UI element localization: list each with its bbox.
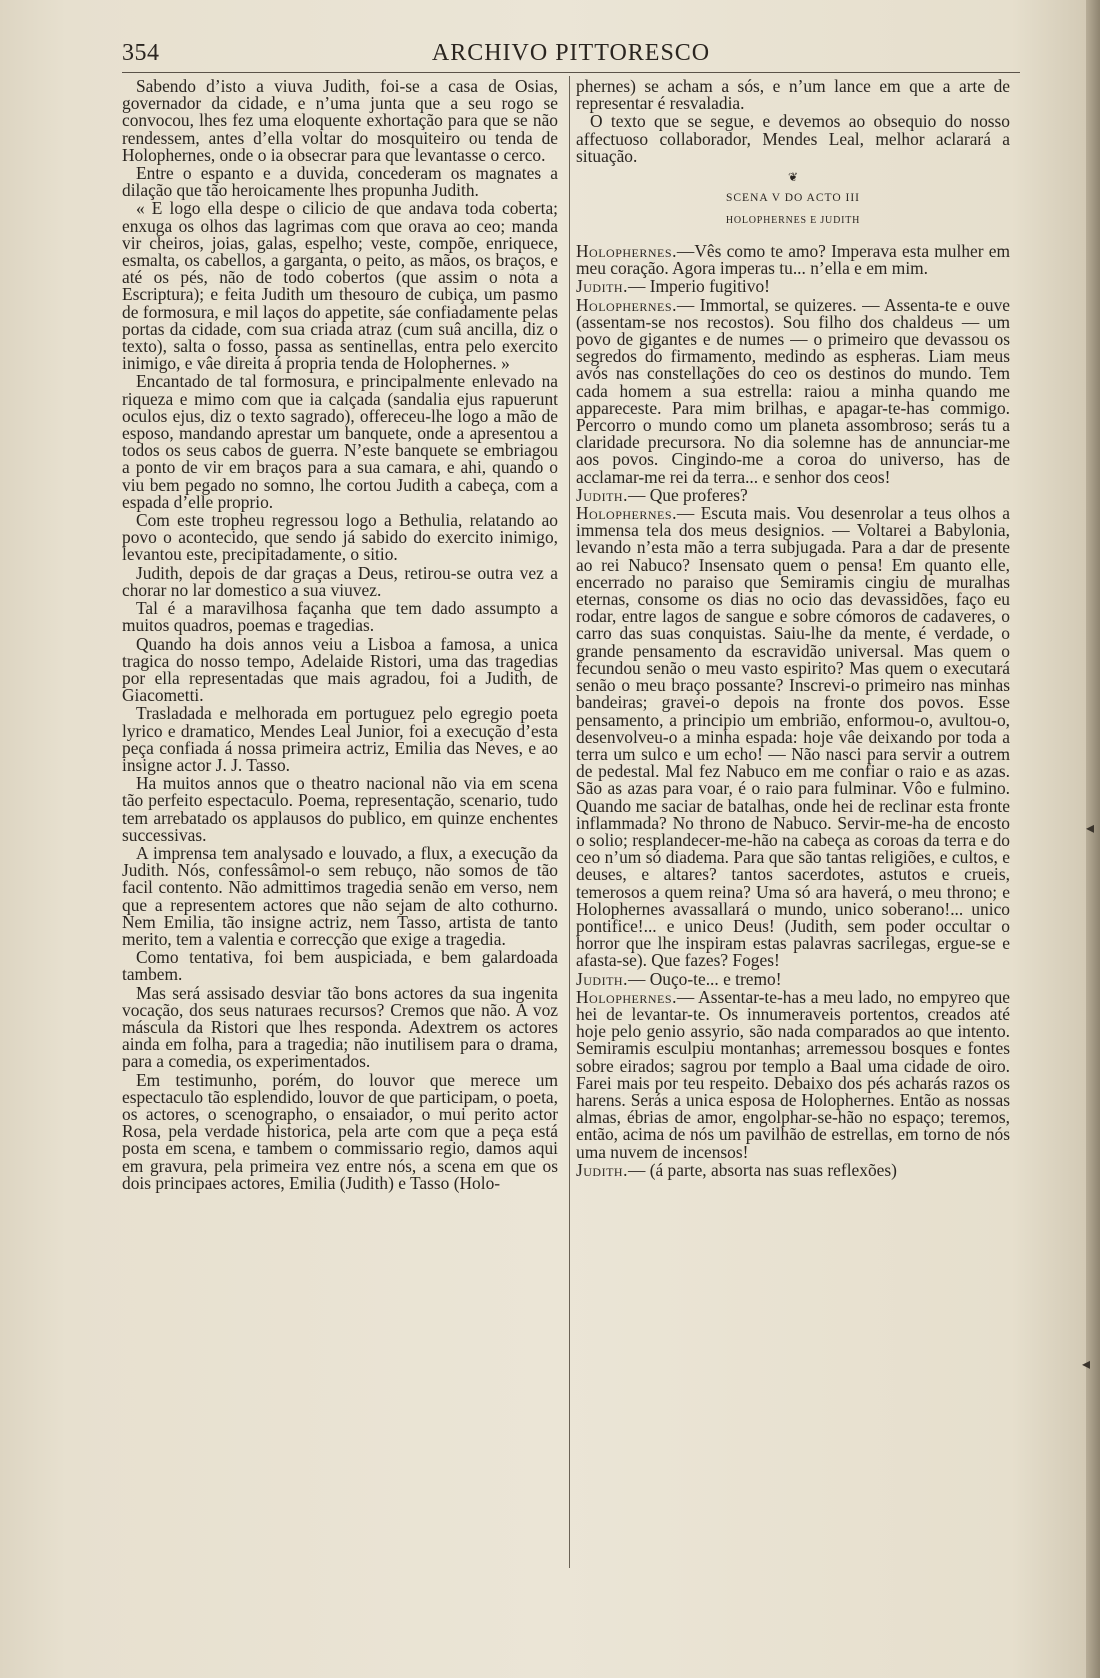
- header-rule: [122, 72, 1020, 73]
- paragraph: Como tentativa, foi bem auspiciada, e bem galardoada tambem.: [122, 947, 558, 985]
- speaker-name: Holophernes.: [576, 503, 677, 524]
- paragraph: Trasladada e melhorada em portuguez pelo egregio poeta lyrico e dramatico, Mendes Leal Junior, foi a execução d’esta peça confiada á nossa primeira actriz, Emilia das Neves, e ao insigne actor J. J. Tasso.: [122, 703, 558, 775]
- paragraph: Mas será assisado desviar tão bons actores da sua ingenita vocação, dos seus naturaes recursos? Cremos que não. A voz máscula da Ristori que lhes responda. Adextrem os actores ainda em folha, para a tragedia; não inutilisem para o drama, para a comedia, os experimentados.: [122, 982, 558, 1072]
- paragraph: O texto que se segue, e devemos ao obsequio do nosso affectuoso collaborador, Mendes Leal, melhor aclarará a situação.: [576, 111, 1010, 166]
- dialogue-line: [576, 278, 1010, 295]
- paragraph: Tal é a maravilhosa façanha que tem dado assumpto a muitos quadros, poemas e tragedias.: [122, 598, 558, 636]
- dialogue-text: — (á parte, absorta nas suas reflexões): [627, 1159, 897, 1180]
- speaker-name: Holophernes.: [576, 294, 677, 315]
- dialogue-line: [576, 1159, 1010, 1180]
- ornament-icon: ❦: [787, 170, 799, 185]
- column-divider: [569, 76, 570, 1568]
- dialogue-line: [576, 968, 1010, 989]
- speaker-name: Judith.: [576, 968, 628, 989]
- dialogue-text: —Vês como te amo? Imperava esta mulher em meu coração. Agora imperas tu... n’ella e em mim.: [576, 241, 1010, 279]
- speaker-name: Judith.: [576, 276, 628, 297]
- right-column: [576, 78, 1010, 1180]
- dialogue-line: [576, 986, 1010, 1162]
- paragraph: « E logo ella despe o cilicio de que andava toda coberta; enxuga os olhos das lagrimas com que orava ao ceo; manda vir cheiros, joias, galas, espelho; veste, compõe, enriquece, esmalta, os cabellos, a garganta, o peito, as mãos, os braços, e até os pés, não de todo cobertos (que assim o nota a Escriptura); e feita Judith um thesouro de cubiça, um pasmo de formosura, e mil laços do appetite, sáe confiadamente pelas portas da cidade, com sua criada atraz (cum suâ ancilla, diz o texto), salta o fosso, passa as sentinellas, entra pelo exercito inimigo, e vâe direita á propria tenda de Holophernes. »: [122, 198, 558, 374]
- dialogue-line: [576, 484, 1010, 505]
- page-binding-edge: [1086, 0, 1100, 1678]
- dialogue-line: [576, 243, 1010, 277]
- scene-characters: HOLOPHERNES E JUDITH: [725, 215, 861, 227]
- journal-title: ARCHIVO PITTORESCO: [431, 40, 711, 66]
- paragraph: Quando ha dois annos veiu a Lisboa a famosa, a unica tragica do nosso tempo, Adelaide Ristori, uma das tragedias por ella representadas que mais agradou, foi a Judith, de Giacometti.: [122, 633, 558, 706]
- margin-mark-icon: ◂: [1086, 820, 1095, 837]
- paragraph: A imprensa tem analysado e louvado, a flux, a execução da Judith. Nós, confessâmol-o sem rebuço, não somos de tão facil contento. Não admittimos tragedia senão em verso, nem que a representem actores que não sejam de alto cothurno. Nem Emilia, tão insigne actriz, nem Tasso, artista de tanto merito, tem a valentia e correcção que exige a tragedia.: [122, 842, 558, 949]
- speaker-name: Holophernes.: [576, 986, 677, 1007]
- speaker-name: Judith.: [576, 484, 628, 505]
- paragraph: Com este tropheu regressou logo a Bethulia, relatando ao povo o acontecido, que sendo já sabido do exercito inimigo, levantou este, precipitadamente, o sitio.: [122, 510, 558, 565]
- dialogue-line: [576, 294, 1010, 487]
- dialogue-text: — Imperio fugitivo!: [627, 276, 770, 297]
- dialogue-text: — Escuta mais. Vou desenrolar a teus olhos a immensa tela dos meus designios. — Voltarei a Babylonia, levando n’esta mão a terra subjugada. Para a dar de presente ao rei Nabuco? Insensato quem o pensa! Em quanto elle, encerrado no paraiso que Semiramis cingiu de muralhas eternas, consome os dias no ocio das devassidões, faço eu rodar, entre lagos de sangue e sobre cómoros de cadaveres, o carro das suas conquistas. Saiu-lhe da mente, é verdade, o grande pensamento da escravidão universal. Mas quem o fecundou senão o meu vasto espirito? Mas quem o executará senão o meu braço possante? Inscrevi-o primeiro nas minhas bandeiras; gravei-o depois na fronte dos povos. Esse pensamento, a principio um embrião, enformou-o, avultou-o, desenvolveu-o a minha espada: hoje vâe deixando por toda a terra um sulco e um echo! — Não nasci para servir a outrem de pedestal. Mal fez Nabuco em me confiar o raio e as azas. São as azas para voar, é o raio para fulminar. Vôo e fulmino. Quando me saciar de batalhas, onde hei de reclinar esta fronte inflammada? No throno de Nabuco. Servir-me-ha de encosto o solio; resplandecer-me-hão na cabeça as coroas da terra e do ceo n’um só diadema. Para que são tantas religiões, e cultos, e deuses, e altares? tantos sacerdotes, astutos e crueis, temerosos a quem reina? Uma só ara haverá, o meu throno; e Holophernes avassallará o mundo, unico soberano!... unico pontifice!... e unico Deus! (Judith, sem poder occultar o horror que lhe inspiram estas palavras sacrilegas, ergue-se e afasta-se). Que fazes? Foges!: [576, 503, 1010, 971]
- paragraph: Entre o espanto e a duvida, concederam os magnates a dilação que tão heroicamente lhes propunha Judith.: [122, 163, 558, 201]
- paragraph: Judith, depois de dar graças a Deus, retirou-se outra vez a chorar no lar domestico a sua viuvez.: [122, 562, 558, 600]
- paragraph: Encantado de tal formosura, e principalmente enlevado na riqueza e mimo com que ia calçada (sandalia ejus rapuerunt oculos ejus, diz o texto sagrado), offereceu-lhe logo a mão de esposo, mandando aprestar um banquete, onde a apresentou a todos os seus cabos de guerra. N’este banquete se embriagou a ponto de vir em braços para a sua camara, e ahi, quando o viu bem pegado no somno, lhe cortou Judith a cabeça, com a espada d’elle proprio.: [122, 371, 558, 512]
- paragraph: phernes) se acham a sós, e n’um lance em que a arte de representar é resvaladia.: [576, 76, 1010, 114]
- dialogue-text: — Que proferes?: [627, 484, 748, 505]
- page-number: 354: [122, 40, 160, 66]
- margin-mark-icon: ◂: [1082, 1356, 1091, 1373]
- dialogue-text: — Ouço-te... e tremo!: [627, 968, 782, 989]
- speaker-name: Judith.: [576, 1159, 628, 1180]
- dialogue-text: — Immortal, se quizeres. — Assenta-te e ouve (assentam-se nos recostos). Sou filho dos chaldeus — um povo de gigantes e de numes — o primeiro que devassou os segredos do firmamento, medindo as espheras. Liam meus avós nas constellações do ceo os destinos do mundo. Tem cada homem a sua estrella: raiou a minha quando me appareceste. Para mim brilhas, e apagar-te-has commigo. Percorro o mundo como um planeta assombroso; serás tu a claridade precursora. No dia solemne has de annunciar-me aos povos. Cingindo-me a coroa do universo, has de acclamar-me rei da terra... e senhor dos ceos!: [576, 294, 1010, 487]
- paragraph: Ha muitos annos que o theatro nacional não via em scena tão perfeito espectaculo. Poema, representação, scenario, tudo tem arrebatado os applausos do publico, em quinze enchentes successivas.: [122, 773, 558, 845]
- scene-title: SCENA V DO ACTO III: [725, 192, 861, 205]
- speaker-name: Holophernes.: [576, 241, 677, 262]
- page-header: [122, 40, 1020, 72]
- paragraph: Em testimunho, porém, do louvor que merece um espectaculo tão esplendido, louvor de que participam, o poeta, os actores, o scenographo, o ensaiador, o mui perito actor Rosa, pela verdade historica, pela arte com que a peça está posta em scena, e tambem o commissario regio, damos aqui em gravura, pela primeira vez entre nós, a scena em que os dois principaes actores, Emilia (Judith) e Tasso (Holo-: [122, 1069, 558, 1193]
- left-column: [122, 78, 558, 1193]
- dialogue-line: [576, 505, 1010, 969]
- paragraph: Sabendo d’isto a viuva Judith, foi-se a casa de Osias, governador da cidade, e n’uma junta que a seu rogo se convocou, lhes fez uma eloquente exhortação para que se não rendessem, antes d’ella voltar do mosquiteiro ou tenda de Holophernes, onde o ia obsecrar para que levantasse o cerco.: [122, 76, 558, 165]
- dialogue-text: — Assentar-te-has a meu lado, no empyreo que hei de levantar-te. Os innumeraveis portentos, creados até hoje pelo genio assyrio, são nada comparados ao que intento. Semiramis esculpiu montanhas; arremessou bosques e fontes sobre eirados; sagrou por templo a Baal uma cidade de oiro. Farei mais por teu respeito. Debaixo dos pés acharás razos os harens. Serás a unica esposa de Holophernes. Então as nossas almas, ébrias de amor, engolphar-se-hão no espaço; teremos, então, acima de nós um pavilhão de estrellas, em torno de nós uma nuvem de incensos!: [576, 986, 1010, 1162]
